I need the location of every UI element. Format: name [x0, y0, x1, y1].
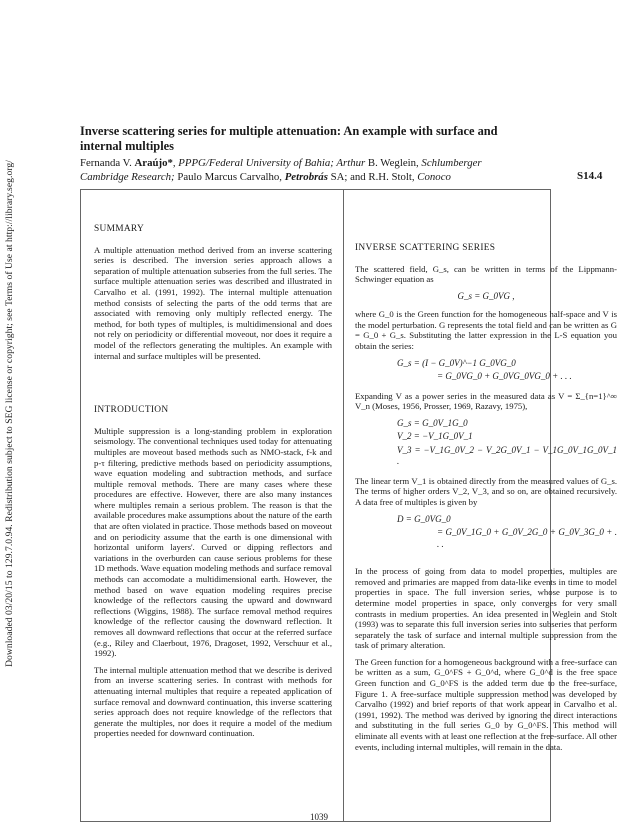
equation-3-line-3: V_3 = −V_1G_0V_2 − V_2G_0V_1 − V_1G_0V_1G_0V_1 .	[397, 444, 617, 467]
author-4-name: SA; and R.H. Stolt,	[327, 170, 418, 183]
author-3-name: Paulo Marcus Carvalho,	[174, 170, 285, 183]
equation-3-line-2: V_2 = −V_1G_0V_1	[397, 431, 473, 442]
download-notice-text: Downloaded 03/20/15 to 129.7.0.94. Redistribution subject to SEG license or copyright; see Terms of Use at http://library.seg.org/	[3, 159, 15, 667]
right-paragraph-1: The scattered field, G_s, can be written in terms of the Lippmann-Schwinger equation as	[355, 263, 617, 285]
author-3-affiliation: Petrobrás	[284, 170, 328, 183]
right-column	[355, 243, 617, 758]
download-notice	[0, 0, 18, 826]
right-paragraph-3: Expanding V as a power series in the measured data as V = Σ_{n=1}^∞ V_n (Moses, 1956, Prosser, 1969, Razavy, 1975),	[355, 390, 617, 412]
column-divider	[343, 189, 344, 822]
author-2-affiliation-cont: Cambridge Research;	[80, 170, 175, 183]
paper-title: Inverse scattering series for multiple attenuation: An example with surface and internal multiples	[80, 124, 498, 153]
page-number: 1039	[310, 812, 328, 822]
left-column	[94, 224, 332, 745]
introduction-heading: INTRODUCTION	[94, 405, 169, 416]
equation-2	[397, 358, 617, 383]
frame-top-rule	[80, 189, 551, 190]
right-paragraph-5: In the process of going from data to model properties, multiples are removed and primaries are mapped from data-like events in time to model properties in space. The full inversion series, whose purpose is to determine model properties in space, only converges for very small contrasts in medium properties. An idea presented in Weglein and Stolt (1993) was to separate this full inversion series into subseries that perform separately the task of surface and internal multiple suppression from the task of primary alteration.	[355, 566, 617, 651]
inverse-scattering-heading: INVERSE SCATTERING SERIES	[355, 243, 496, 253]
introduction-paragraph-1: Multiple suppression is a long-standing problem in exploration seismology. The conventional techniques used today for attenuating multiples are moveout based methods such as NMO-stack, f-k and p-τ filtering, predictive methods based on periodicity assumptions, wave equation modeling and subtraction methods, and surface multiple removal methods. There are many cases where these procedures are effective. However, there are also many instances where multiples remain a serious problem. The reason is that the available procedures make assumptions about the nature of the earth that are often violated in practice. Those methods based on moveout and on periodicity assume that the earth is one dimensional with horizontal uniform layers'. Curved or dipping reflectors and variations in the overburden can cause serious problems for these 1D methods. Wave equation modeling methods and surface removal methods can accomodate a multidimensional earth. However, the method based on wave equation modeling requires precise knowledge of the reflectors causing the upward and downward reflections (Wiggins, 1988). The surface removal method requires knowledge of the reflector causing the downward reflection. It removes all downward reflections that occur at the referred surface (e.g., Riley and Claerbout, 1976, Dragoset, 1992, Verschuur et al., 1992).	[94, 425, 332, 659]
right-paragraph-4: The linear term V_1 is obtained directly from the measured values of G_s. The terms of higher orders V_2, V_3, and so on, are obtained recursively. A data free of multiples is given by	[355, 475, 617, 508]
paper-code: S14.4	[577, 170, 603, 182]
right-paragraph-6: The Green function for a homogeneous background with a free-surface can be written as a sum, G_0^FS + G_0^d, where G_0^d is the free space Green function and G_0^FS is the added term due to the free-surface, Figure 1. A free-surface multiple suppression method was developed by Carvalho (1992) and brief reports of that work appear in Carvalho et al. (1991, 1992). The method was derived by ignoring the direct interactions and substituting in the full series G_0 by G_0^FS. This method will eliminate all events with at least one reflection at the free-surface. All other events, including internal multiples, will remain in the data.	[355, 656, 617, 752]
equation-3-line-1: G_s = G_0V_1G_0	[397, 417, 468, 428]
equation-4	[397, 514, 617, 551]
equation-4-line-2: = G_0V_1G_0 + G_0V_2G_0 + G_0V_3G_0 + . . .	[437, 527, 617, 549]
equation-2-line-2: = G_0VG_0 + G_0VG_0VG_0 + . . .	[437, 371, 572, 382]
author-1-affiliation: , PPPG/Federal University of Bahia; Arthur	[172, 157, 366, 169]
introduction-paragraph-2: The internal multiple attenuation method that we describe is derived from an inverse scattering series. In contrast with methods for attenuating internal multiples that require a repeated application of surface removal and downward continuation, this inverse scattering series approach does not require knowledge of the reflectors that generate the multiples, nor does it require a model of the medium properties needed for downward continuation.	[94, 664, 332, 739]
equation-1: G_s = G_0VG ,	[457, 290, 515, 301]
author-list	[80, 157, 530, 184]
summary-paragraph: A multiple attenuation method derived from an inverse scattering series is described. The inversion series approach allows a separation of multiple attenuation subseries from the full series. The surface multiple attenuation series was described and illustrated in Carvalho et al. (1991, 1992). The internal multiple attenuation method consists of selecting the parts of the odd terms that are associated with removing only multiply reflected energy. The method, for both types of multiples, is multidimensional and does not rely on periodicity or differential moveout, nor does it require a model of the reflectors generating the multiples. An example with internal and surface multiples will be presented.	[94, 244, 332, 361]
equation-3	[397, 418, 617, 468]
summary-heading: SUMMARY	[94, 224, 145, 234]
right-paragraph-2: where G_0 is the Green function for the homogeneous half-space and V is the model perturbation. G represents the total field and can be written as G = G_0 + G_s. Substituting the latter expression in the L-S equation you obtain the series:	[355, 309, 617, 352]
author-1-name: Fernanda V.	[80, 157, 135, 169]
equation-2-line-1: G_s = (I − G_0V)^−1 G_0VG_0	[397, 357, 516, 368]
equation-4-line-1: D = G_0VG_0	[397, 513, 451, 524]
author-2-name: B. Weglein,	[365, 157, 422, 169]
frame-left-rule	[80, 189, 81, 822]
author-4-affiliation: Conoco	[417, 170, 451, 183]
author-2-affiliation: Schlumberger	[421, 157, 482, 169]
author-1-name-bold: Araújo*	[134, 157, 173, 169]
